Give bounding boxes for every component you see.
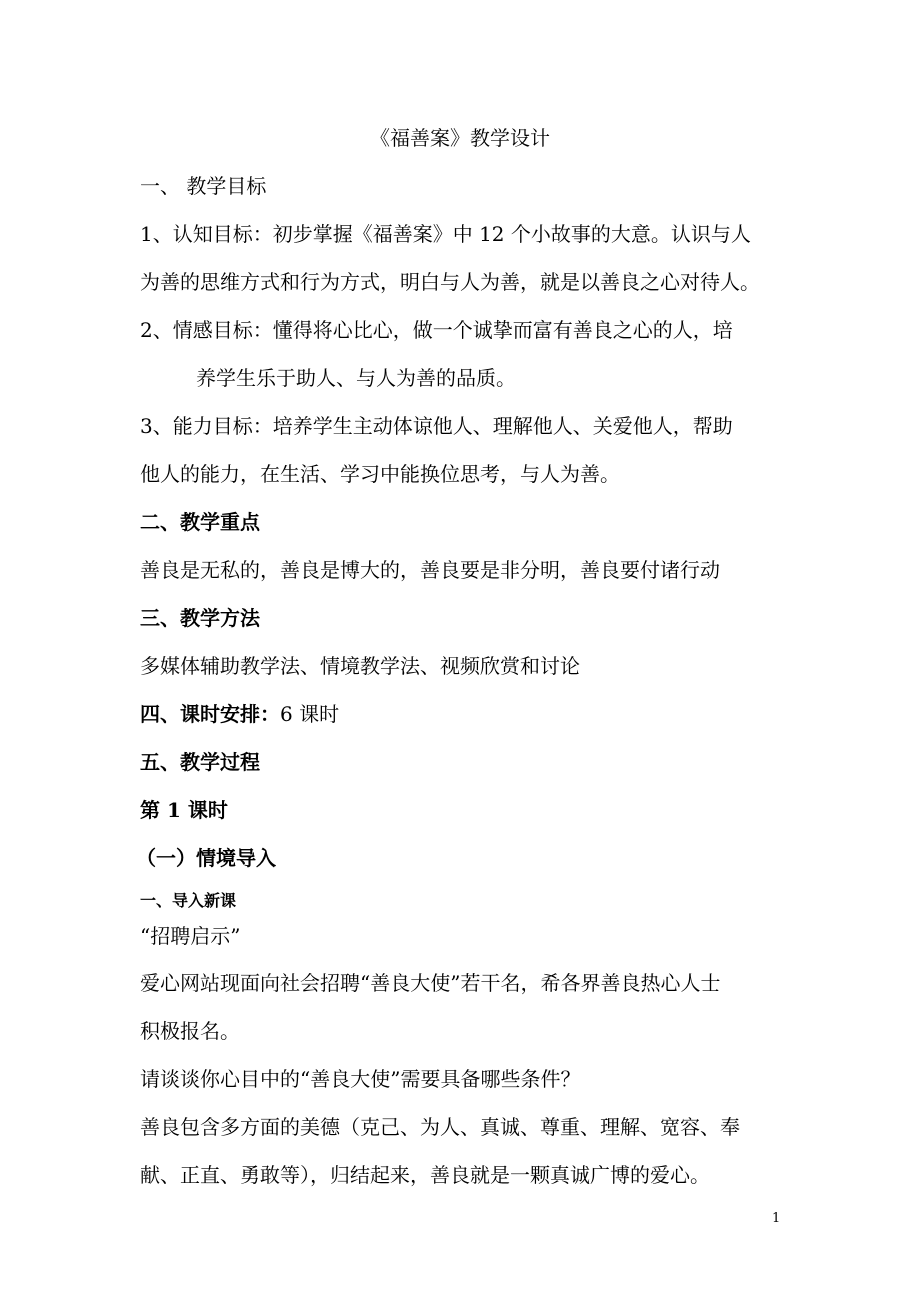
section-heading-goals: 一、 教学目标 [140,174,267,198]
section-heading-schedule: 四、课时安排： [140,702,280,726]
goal-emotional-line1: 2、情感目标：懂得将心比心，做一个诚挚而富有善良之心的人，培 [140,318,733,342]
goal-ability-line2: 他人的能力，在生活、学习中能换位思考，与人为善。 [140,462,620,486]
section-heading-process: 五、教学过程 [140,750,260,774]
goal-cognitive-line2: 为善的思维方式和行为方式，明白与人为善，就是以善良之心对待人。 [140,270,760,294]
schedule-value: 6 课时 [280,702,340,726]
paragraph-3-line2: 献、正直、勇敢等），归结起来，善良就是一颗真诚广博的爱心。 [140,1163,710,1187]
paragraph-2: 请谈谈你心目中的“善良大使”需要具备哪些条件？ [140,1067,581,1091]
goal-emotional-line2: 养学生乐于助人、与人为善的品质。 [196,366,516,390]
lesson-heading: 第 1 课时 [140,798,228,822]
paragraph-1-line1: 爱心网站现面向社会招聘“善良大使”若干名，希各界善良热心人士 [140,971,721,995]
methods-text: 多媒体辅助教学法、情境教学法、视频欣赏和讨论 [140,654,580,678]
section-heading-methods: 三、教学方法 [140,606,260,630]
paragraph-3-line1: 善良包含多方面的美德（克己、为人、真诚、尊重、理解、宽容、奉 [140,1115,740,1139]
goal-cognitive-line1: 1、认知目标：初步掌握《福善案》中 12 个小故事的大意。认识与人 [140,222,751,246]
document-title: 《福善案》教学设计 [370,126,550,150]
key-points-text: 善良是无私的，善良是博大的，善良要是非分明，善良要付诸行动 [140,558,720,582]
subsection-heading: 一、导入新课 [140,891,237,910]
page-number: 1 [772,1211,781,1226]
paragraph-1-line2: 积极报名。 [140,1019,240,1043]
part-heading: （一）情境导入 [136,846,276,870]
section-heading-key-points: 二、教学重点 [140,510,260,534]
quote-title: “招聘启示” [140,924,241,948]
schedule-line [140,700,339,728]
goal-ability-line1: 3、能力目标：培养学生主动体谅他人、理解他人、关爱他人，帮助 [140,414,733,438]
